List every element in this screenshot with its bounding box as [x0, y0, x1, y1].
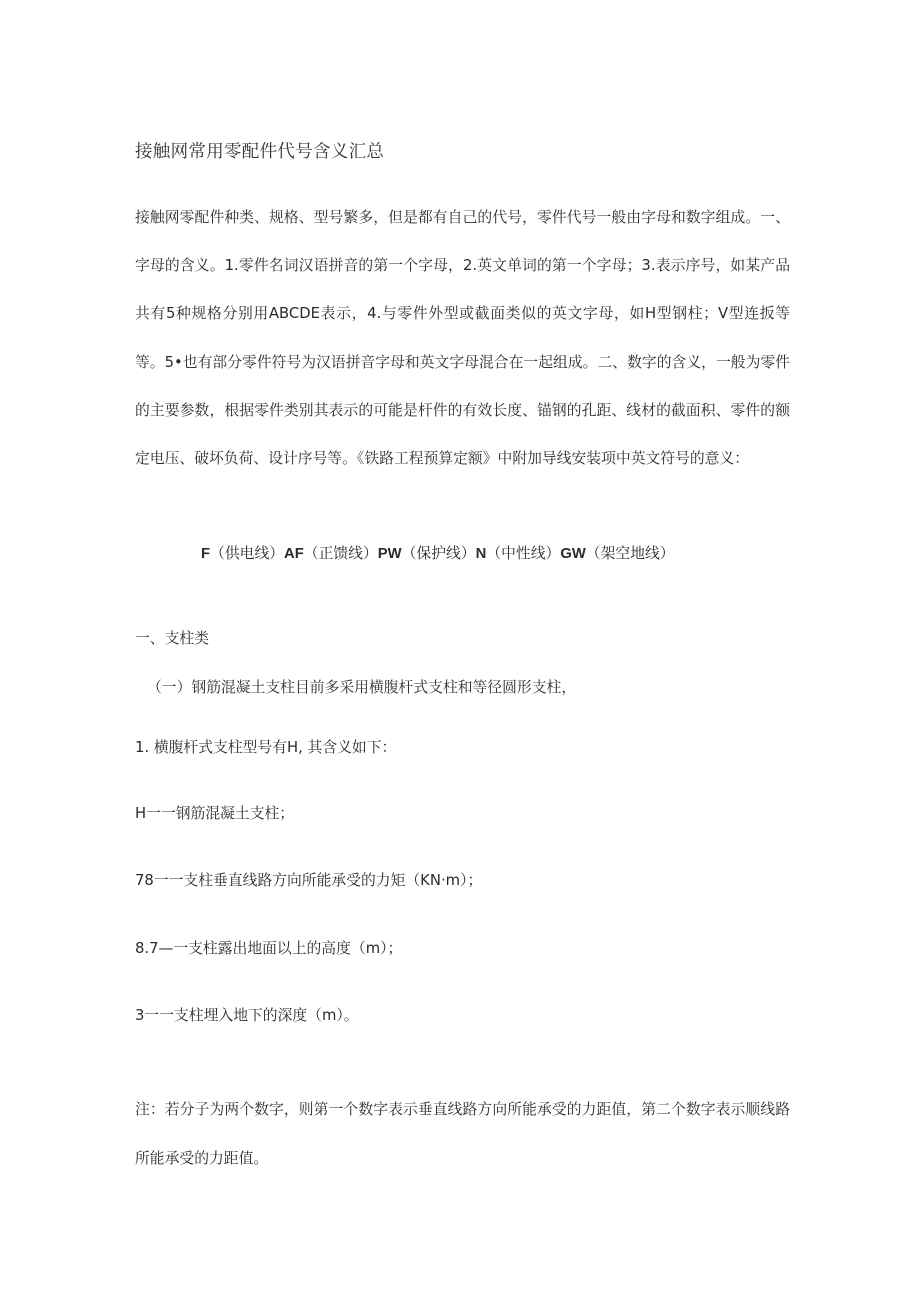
- document-title: 接触网常用零配件代号含义汇总: [135, 142, 385, 162]
- intro-paragraph: 接触网零配件种类、规格、型号繁多，但是都有自己的代号，零件代号一般由字母和数字组成。一、字母的含义。1.零件名词汉语拼音的第一个字母，2.英文单词的第一个字母；3.表示序号，如某产品共有5种规格分别用ABCDE表示，4.与零件外型或截面类似的英文字母，如H型钢柱；V型连扳等等。5•也有部分零件符号为汉语拼音字母和英文字母混合在一起组成。二、数字的含义，一般为零件的主要参数，根据零件类别其表示的可能是杆件的有效长度、锚钢的孔距、线材的截面积、零件的额定电压、破坏负荷、设计序号等。《铁路工程预算定额》中附加导线安装项中英文符号的意义：: [135, 209, 790, 468]
- code-pw: PW: [377, 546, 402, 562]
- meaning-f: （供电线）: [210, 545, 285, 562]
- note-paragraph: 注：若分子为两个数字，则第一个数字表示垂直线路方向所能承受的力距值，第二个数字表示顺线路所能承受的力距值。: [135, 1101, 790, 1167]
- code-af: AF: [284, 546, 304, 562]
- code-gw: GW: [560, 546, 586, 562]
- meaning-n: （中性线）: [486, 545, 561, 562]
- definition-78: 78一一支柱垂直线路方向所能承受的力矩（KN·m）；: [135, 872, 483, 889]
- wire-codes-line: [201, 542, 675, 563]
- meaning-gw: （架空地线）: [585, 545, 675, 562]
- definition-87: 8.7—一支柱露出地面以上的高度（m）；: [135, 940, 403, 957]
- subsection-concrete-pillars: （一）钢筋混凝土支柱目前多采用横腹杆式支柱和等径圆形支柱，: [147, 679, 577, 696]
- section-heading-pillars: 一、支柱类: [135, 630, 209, 647]
- meaning-pw: （保护线）: [401, 545, 476, 562]
- item-h-pillar: 1. 横腹杆式支柱型号有H, 其含义如下：: [135, 739, 397, 756]
- code-f: F: [201, 546, 211, 562]
- definition-3: 3一一支柱埋入地下的深度（m）。: [135, 1007, 359, 1024]
- code-n: N: [475, 546, 487, 562]
- meaning-af: （正馈线）: [303, 545, 378, 562]
- definition-h: H一一钢筋混凝土支柱；: [135, 805, 295, 822]
